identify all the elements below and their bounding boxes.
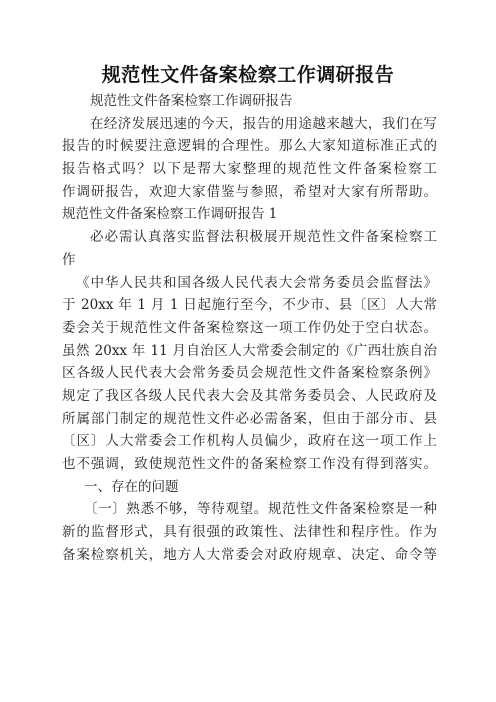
paragraph-line: 在经济发展迅速的今天，报告的用途越来越大，我们在写 xyxy=(90,115,437,132)
paragraph-line: 于 20xx 年 1 月 1 日起施行至今，不少市、县〔区〕人大常 xyxy=(62,297,437,314)
paragraph-line: 作 xyxy=(62,251,76,268)
document-title: 规范性文件备案检察工作调研报告 xyxy=(101,64,395,86)
paragraph-line: 《中华人民共和国各级人民代表大会常务委员会监督法》 xyxy=(76,274,437,291)
paragraph-line: 虽然 20xx 年 11 月自治区人大常委会制定的《广西壮族自治 xyxy=(62,342,437,359)
paragraph-line: 也不强调，致使规范性文件的备案检察工作没有得到落实。 xyxy=(62,456,437,472)
paragraph-line: 所属部门制定的规范性文件必必需备案，但由于部分市、县 xyxy=(62,410,437,427)
section-heading: 一、存在的问题 xyxy=(84,478,179,495)
paragraph-line: 必必需认真落实监督法积极展开规范性文件备案检察工 xyxy=(90,229,437,246)
paragraph-line: 〔一〕熟悉不够，等待观望。规范性文件备案检察是一种 xyxy=(84,501,437,518)
section-heading: 规范性文件备案检察工作调研报告 1 xyxy=(62,206,278,223)
paragraph-line: 报告的时候要注意逻辑的合理性。那么大家知道标准正式的 xyxy=(62,138,437,155)
paragraph-line: 区各级人民代表大会常务委员会规范性文件备案检察条例》 xyxy=(62,365,437,382)
paragraph-line: 规定了我区各级人民代表大会及其常务委员会、人民政府及 xyxy=(62,387,437,404)
paragraph-line: 委会关于规范性文件备案检察这一项工作仍处于空白状态。 xyxy=(62,319,437,336)
subtitle-line: 规范性文件备案检察工作调研报告 xyxy=(90,93,293,109)
paragraph-line: 备案检察机关，地方人大常委会对政府规章、决定、命令等 xyxy=(62,546,437,563)
paragraph-line: 〔区〕人大常委会工作机构人员偏少，政府在这一项工作上 xyxy=(62,433,437,450)
paragraph-line: 作调研报告，欢迎大家借鉴与参照，希望对大家有所帮助。 xyxy=(62,183,437,200)
paragraph-line: 新的监督形式，具有很强的政策性、法律性和程序性。作为 xyxy=(62,524,437,541)
paragraph-line: 报告格式吗？以下是帮大家整理的规范性文件备案检察工 xyxy=(62,161,437,178)
document-body xyxy=(62,90,437,566)
